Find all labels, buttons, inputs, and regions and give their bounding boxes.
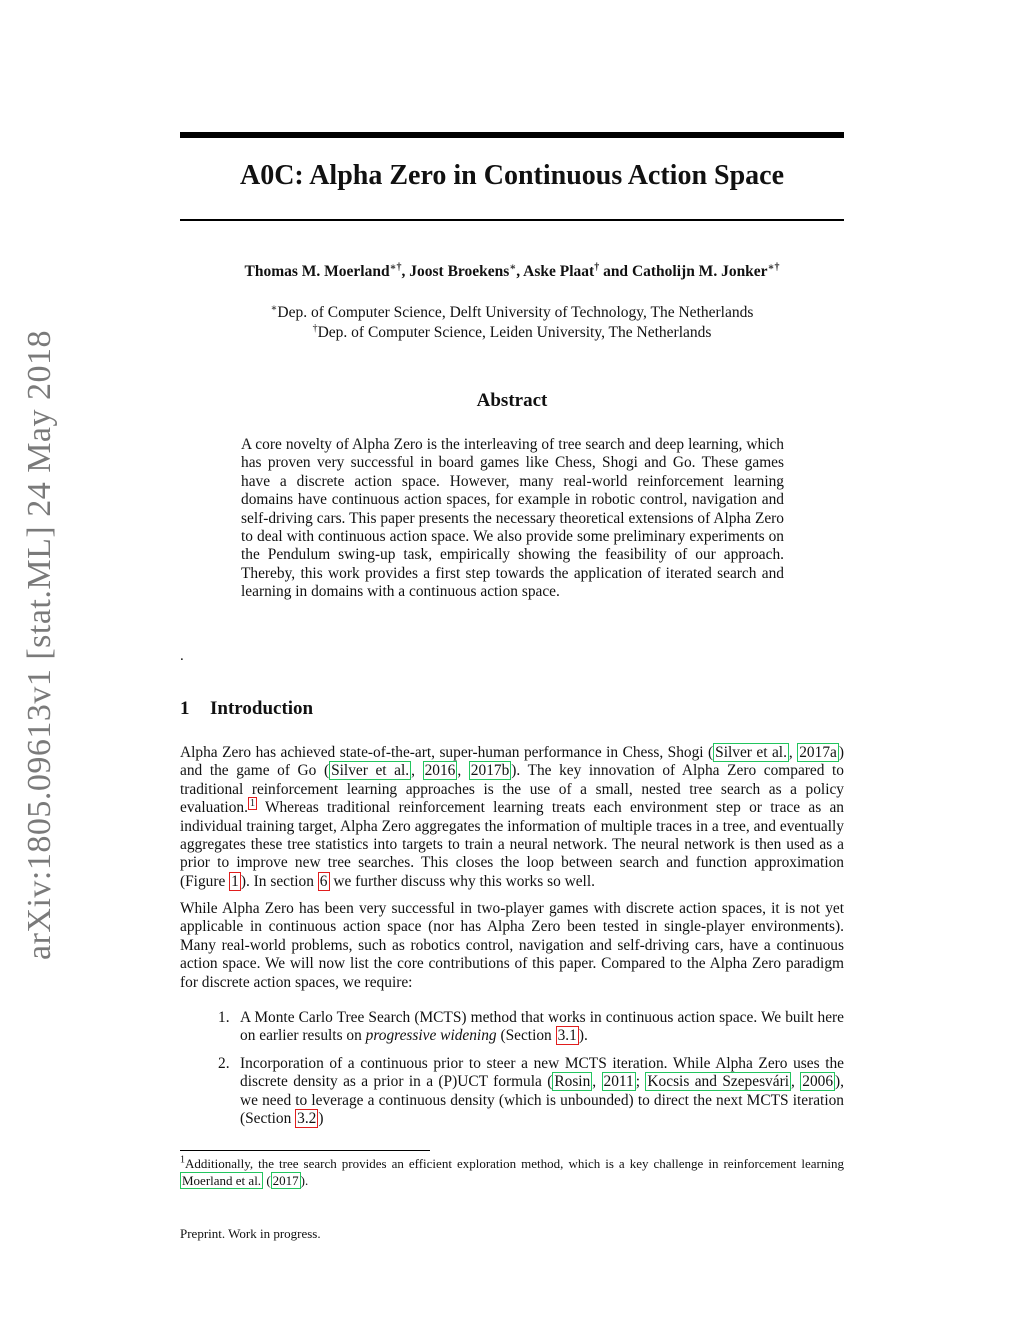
affiliation-mark: ∗ [270,302,278,314]
list-number: 1. [218,1009,230,1026]
text-run: ( [263,1173,271,1188]
text-run: (Section [496,1027,556,1045]
author-separator: , [516,263,524,280]
text-run: , [788,744,798,761]
author-marks: † [594,261,600,273]
text-run: ). The key innovation of Alpha Zero compared to traditional reinforcement learning approaches is the use of a small, nested tree search as a policy evaluation. [180,762,844,817]
citation-link[interactable]: 2017 [272,1173,299,1188]
text-run: ), we need to leverage a continuous density (which is unbounded) to direct the next MCTS iteration (Section [240,1073,845,1128]
affiliation-text: Dep. of Computer Science, Leiden University, The Netherlands [317,324,712,341]
text-run: ; [635,1073,646,1091]
affiliation-mark: † [312,322,318,334]
affiliation-leiden [180,324,844,342]
text-run: Whereas traditional reinforcement learning treats each environment step or trace as an individual training target, Alpha Zero aggregates the information of multiple traces in a tree, and eventually aggregates these tree statistics into targets to train a neural network. The neural network is then used as a prior to improve new tree searches. This closes the loop between search and function approximation (Figure [180,799,844,890]
intro-paragraph-1 [180,744,844,891]
text-run: , [411,762,423,780]
contributions-list [180,1009,844,1137]
text-run: ) and the game of Go ( [180,744,844,780]
footnote-link[interactable]: 1 [249,798,255,810]
citation-link[interactable]: 2017a [799,744,837,761]
list-item [180,1009,844,1046]
author-name: Aske Plaat [523,263,595,280]
text-run: Alpha Zero has achieved state-of-the-art, super-human performance in Chess, Shogi ( [180,744,714,761]
text-run: ). In section [240,872,318,890]
section-title: Introduction [210,698,314,719]
author-marks: ∗ [509,261,517,273]
list-item [180,1055,844,1129]
author-list [180,263,844,281]
section-heading-introduction [180,698,313,720]
arxiv-identifier: arXiv:1805.09613v1 [stat.ML] 24 May 2018 [21,329,58,961]
citation-link[interactable]: 2016 [424,762,456,780]
citation-link[interactable]: 2017b [470,762,510,780]
section-link[interactable]: 3.1 [557,1027,577,1045]
author-name: Thomas M. Moerland [244,263,390,280]
author-marks: ∗† [767,261,780,273]
author-separator: and [599,263,632,280]
author-name: Joost Broekens [409,263,510,280]
emphasis: progressive widening [365,1027,497,1045]
text-run: A Monte Carlo Tree Search (MCTS) method that works in continuous action space. We built here on earlier results on [240,1009,844,1045]
author-marks: ∗† [389,261,402,273]
abstract-heading: Abstract [476,390,548,411]
section-link[interactable]: 3.2 [297,1110,317,1128]
affiliation-delft [180,304,844,322]
footnote [180,1155,844,1189]
author-separator: , [401,263,410,280]
footnote-mark: 1 [180,1154,185,1166]
intro-paragraph-2: While Alpha Zero has been very successful in two-player games with discrete action spaces, it is not yet applicable in continuous action space (nor has Alpha Zero been tested in single-player environments). Many real-world problems, such as robotics control, navigation and self-driving cars, have a continuous action space. We will now list the core contributions of this paper. Compared to the Alpha Zero paradigm for discrete action spaces, we require: [180,900,844,991]
text-run: we further discuss why this works so well. [329,872,595,890]
text-run: ). [578,1027,588,1045]
text-run: ). [300,1173,309,1188]
citation-link[interactable]: 2006 [802,1073,834,1091]
text-run: ) [318,1110,324,1128]
preprint-note: Preprint. Work in progress. [180,1226,321,1241]
citation-link[interactable]: Kocsis and Szepesvári [647,1073,789,1091]
citation-link[interactable]: Moerland et al. [182,1173,262,1188]
citation-link[interactable]: Rosin [554,1073,591,1091]
paper-title: A0C: Alpha Zero in Continuous Action Space [239,160,785,191]
section-link[interactable]: 6 [319,872,328,890]
title-top-rule [180,132,844,138]
citation-link[interactable]: Silver et al. [331,762,410,780]
text-run: , [457,762,469,780]
footnote-rule [180,1150,430,1151]
text-run: Additionally, the tree search provides an efficient exploration method, which is a key challenge in reinforcement learning [185,1156,844,1171]
title-bottom-rule [180,219,844,221]
stray-dot: . [180,648,184,664]
text-run: , [592,1073,602,1091]
section-number: 1 [180,698,190,719]
citation-link[interactable]: Silver et al. [715,744,787,761]
list-number: 2. [218,1054,230,1072]
author-name: Catholijn M. Jonker [631,263,768,280]
abstract-text: A core novelty of Alpha Zero is the interleaving of tree search and deep learning, which has proven very successful in board games like Chess, Shogi and Go. These games have a discrete action space. However, many real-world reinforcement learning domains have continuous action spaces, for example in robotic control, navigation and self-driving cars. This paper presents the necessary theoretical extensions of Alpha Zero to deal with continuous action space. We also provide some preliminary experiments on the Pendulum swing-up task, empirically showing the feasibility of our approach. Thereby, this work provides a first step towards the application of iterated search and learning in domains with a continuous action space. [241,436,784,601]
text-run: Incorporation of a continuous prior to steer a new MCTS iteration. While Alpha Zero uses the discrete density as a prior in a (P)UCT formula ( [240,1054,844,1091]
affiliation-text: Dep. of Computer Science, Delft University of Technology, The Netherlands [277,304,754,321]
citation-link[interactable]: 2011 [603,1073,634,1091]
figure-link[interactable]: 1 [231,872,239,890]
text-run: , [791,1073,801,1091]
